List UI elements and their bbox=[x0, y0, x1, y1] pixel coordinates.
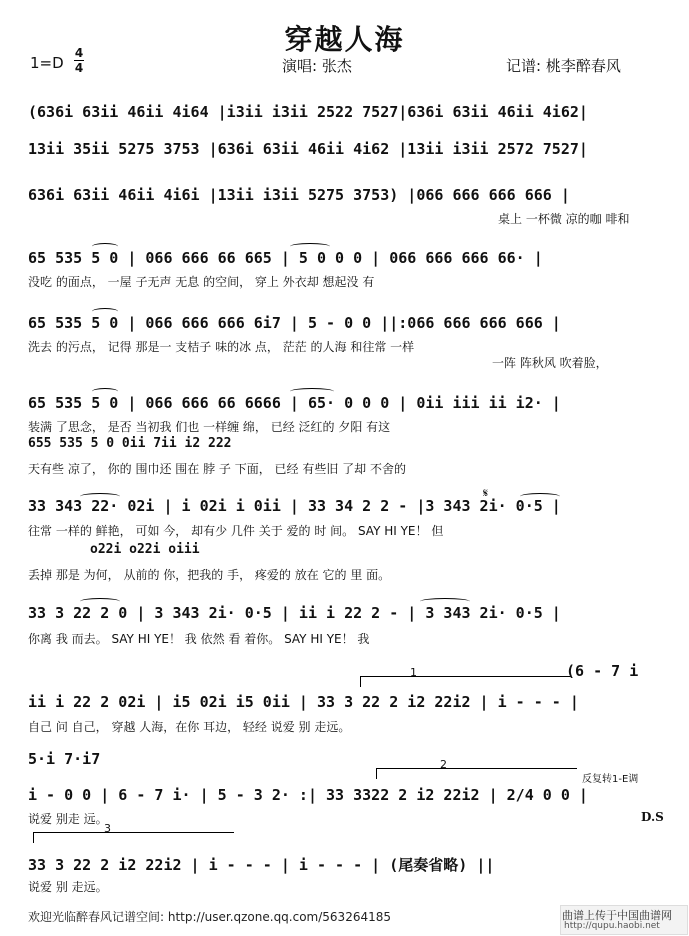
slur-mark bbox=[420, 598, 470, 605]
score-row-9-lyric: 丢掉 那是 为何， 从前的 你，把我的 手， 疼爱的 放在 它的 里 面。 bbox=[28, 568, 391, 582]
score-row-5-lyric: 洗去 的污点， 记得 那是一 支桔子 味的冰 点， 茫茫 的人海 和往常 一样 bbox=[28, 340, 415, 354]
time-signature bbox=[74, 47, 84, 74]
footer-credit: 欢迎光临醉春风记谱空间: http://user.qzone.qq.com/563264185 bbox=[28, 910, 392, 924]
score-row-9-notes: o22i o22i oiii bbox=[90, 542, 200, 557]
volta-3-label: 3 bbox=[104, 822, 111, 835]
key-change-note: 反复转1-E调 bbox=[582, 774, 639, 785]
score-row-12-lyric: 说爱 别走 远。 bbox=[28, 812, 108, 826]
slur-mark bbox=[80, 493, 120, 500]
score-row-3-lyric: 桌上 一杯微 凉的咖 啡和 bbox=[498, 212, 630, 226]
volta-bracket-2 bbox=[376, 768, 577, 779]
upper-voice-line-2: 5·i 7·i7 bbox=[28, 750, 101, 768]
key-signature: 1=D bbox=[30, 54, 64, 72]
score-row-13-lyric: 说爱 别 走远。 bbox=[28, 880, 108, 894]
score-row-3-notes: 636i 63ii 46ii 4i6i |13ii i3ii 5275 3753) |066 666 666 666 | bbox=[28, 186, 570, 204]
score-row-8-lyric: 往常 一样的 鲜艳， 可如 今， 却有少 几件 关于 爱的 时 间。 SAY HI YE！ 但 bbox=[28, 524, 444, 538]
score-row-6-lyric: 装满 了思念， 是否 当初我 们也 一样缠 绵， 已经 泛红的 夕阳 有这 bbox=[28, 420, 391, 434]
score-row-2-notes: 13ii 35ii 5275 3753 |636i 63ii 46ii 4i62 |13ii i3ii 2572 7527| bbox=[28, 140, 588, 158]
segno-sign: 𝄋 bbox=[483, 486, 489, 500]
score-row-11-lyric: 自己 问 自己， 穿越 人海，在你 耳边， 轻经 说爱 别 走远。 bbox=[28, 720, 351, 734]
score-row-5-lyric-second-verse: 一阵 阵秋风 吹着脸， bbox=[492, 356, 608, 370]
score-row-12-notes: i - 0 0 | 6 - 7 i· | 5 - 3 2· :| 33 3322 2 i2 22i2 | 2/4 0 0 | bbox=[28, 786, 588, 804]
volta-2-label: 2 bbox=[440, 758, 447, 771]
volta-bracket-3 bbox=[33, 832, 234, 843]
volta-bracket-1 bbox=[360, 676, 571, 687]
score-row-7-notes: 655 535 5 0 0ii 7ii i2 222 bbox=[28, 436, 232, 451]
singer-credit: 演唱: 张杰 bbox=[282, 57, 352, 75]
slur-mark bbox=[92, 243, 118, 250]
watermark-url: http://qupu.haobi.net bbox=[564, 921, 660, 931]
score-row-4-lyric: 没吃 的面点， 一屋 子无声 无息 的空间， 穿上 外衣却 想起没 有 bbox=[28, 275, 375, 289]
score-row-8-notes: 33 343 22· 02i | i 02i i 0ii | 33 34 2 2 - |3 343 2i· 0·5 | bbox=[28, 497, 561, 515]
slur-mark bbox=[520, 493, 560, 500]
score-row-11-notes: ii i 22 2 02i | i5 02i i5 0ii | 33 3 22 2 i2 22i2 | i - - - | bbox=[28, 693, 579, 711]
score-row-4-notes: 65 535 5 0 | 066 666 66 665 | 5 0 0 0 | 066 666 666 66· | bbox=[28, 249, 543, 267]
volta-1-label: 1 bbox=[410, 666, 417, 679]
score-row-10-notes: 33 3 22 2 0 | 3 343 2i· 0·5 | ii i 22 2 - | 3 343 2i· 0·5 | bbox=[28, 604, 561, 622]
slur-mark bbox=[290, 388, 334, 395]
song-title: 穿越人海 bbox=[284, 23, 405, 56]
score-row-5-notes: 65 535 5 0 | 066 666 666 6i7 | 5 - 0 0 ||:066 666 666 666 | bbox=[28, 314, 561, 332]
score-row-1-notes: (636i 63ii 46ii 4i64 |i3ii i3ii 2522 7527|636i 63ii 46ii 4i62| bbox=[28, 103, 588, 121]
slur-mark bbox=[290, 243, 330, 250]
dal-segno-mark: D.S bbox=[641, 810, 664, 824]
score-row-7-lyric: 天有些 凉了， 你的 围巾还 围在 脖 子 下面， 已经 有些旧 了却 不舍的 bbox=[28, 462, 406, 476]
score-row-6-notes: 65 535 5 0 | 066 666 66 6666 | 65· 0 0 0 | 0ii iii ii i2· | bbox=[28, 394, 561, 412]
transcriber-credit: 记谱: 桃李醉春风 bbox=[506, 57, 621, 75]
upper-voice-line: (6 - 7 i bbox=[566, 662, 639, 680]
score-row-13-notes: 33 3 22 2 i2 22i2 | i - - - | i - - - | (尾奏省略) || bbox=[28, 856, 495, 874]
meter-bottom: 4 bbox=[74, 61, 84, 75]
score-row-10-lyric: 你离 我 而去。 SAY HI YE！ 我 依然 看 着你。 SAY HI YE！ 我 bbox=[28, 632, 370, 646]
slur-mark bbox=[80, 598, 120, 605]
slur-mark bbox=[92, 308, 118, 315]
watermark-text: 曲谱上传于中国曲谱网 bbox=[562, 909, 672, 922]
meter-top: 4 bbox=[74, 46, 84, 60]
slur-mark bbox=[92, 388, 118, 395]
